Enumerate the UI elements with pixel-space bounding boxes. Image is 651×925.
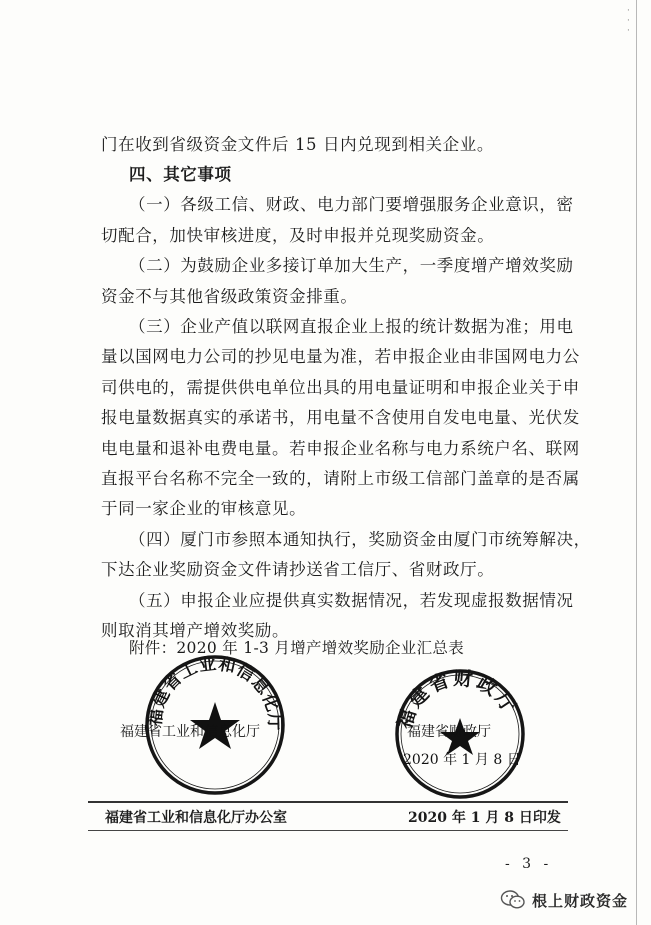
page-edge-line [636,0,637,925]
attachment-note: 附件：2020 年 1-3 月增产增效奖励企业汇总表 [129,639,464,657]
body-line: 门在收到省级资金文件后 15 日内兑现到相关企业。 [101,135,494,154]
footer-rule-bottom [88,830,568,831]
body-line: 资金不与其他省级政策资金排重。 [101,287,358,306]
watermark [500,887,628,913]
body-line: 电电量和退补电费电量。若申报企业名称与电力系统户名、联网 [101,439,580,458]
body-line: （三）企业产值以联网直报企业上报的统计数据为准；用电 [129,317,574,336]
watermark-text: 根上财政资金 [532,891,629,910]
body-line: 直报平台名称不完全一致的，请附上市级工信部门盖章的是否属 [101,469,580,488]
section-heading: 四、其它事项 [129,165,232,184]
body-line: 量以国网电力公司的抄见电量为准，若申报企业由非国网电力公 [101,347,580,366]
body-line: 于同一家企业的审核意见。 [101,499,307,518]
body-line: 切配合，加快审核进度，及时申报并兑现奖励资金。 [101,226,495,245]
body-line: （五）申报企业应提供真实数据情况，若发现虚报数据情况 [129,591,574,610]
signature-date: 2020 年 1 月 8 日 [403,752,521,768]
body-line: 司供电的，需提供供电单位出具的用电量证明和申报企业关于申 [101,378,580,397]
wechat-icon [500,889,526,911]
body-line: 则取消其增产增效奖励。 [101,621,290,640]
seal-arc-text: 福建省工业和信息化厅 [145,654,285,732]
body-line: （一）各级工信、财政、电力部门要增强服务企业意识，密 [129,195,574,214]
issuing-office: 福建省工业和信息化厅办公室 [105,810,287,826]
issue-date: 2020 年 1 月 8 日印发 [408,810,561,826]
signatory-industry: 福建省工业和信息化厅 [120,724,260,740]
seal-arc-text: 福建省财政厅 [393,667,522,732]
body-line: 下达企业奖励资金文件请抄送省工信厅、省财政厅。 [101,560,495,579]
page-number: - 3 - [505,856,553,872]
footer-rule-top [88,801,568,803]
body-line: 报电量数据真实的承诺书，用电量不含使用自发电电量、光伏发 [101,408,580,427]
page-edge-marks: · · · [627,6,630,36]
signatory-finance: 福建省财政厅 [407,724,491,740]
body-line: （四）厦门市参照本通知执行，奖励资金由厦门市统筹解决， [129,530,591,549]
body-line: （二）为鼓励企业多接订单加大生产，一季度增产增效奖励 [129,256,574,275]
